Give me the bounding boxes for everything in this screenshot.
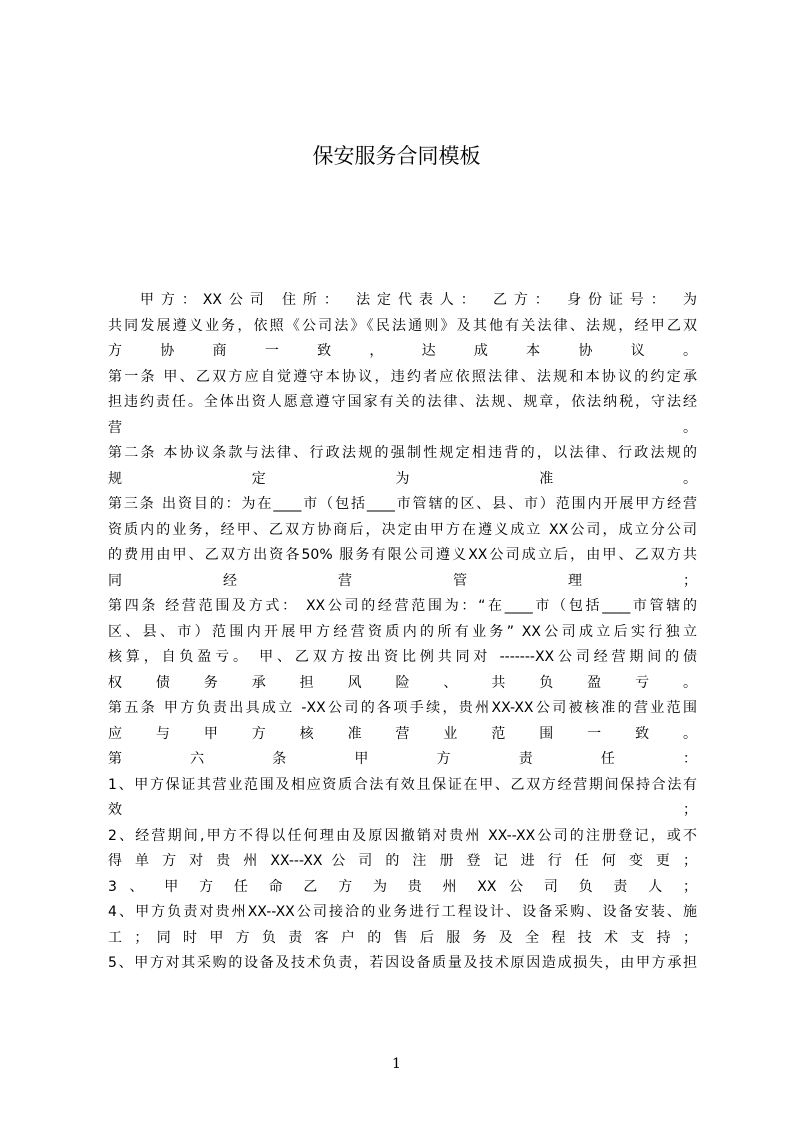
text-line: 1、甲方保证其营业范围及相应资质合法有效且保证在甲、乙双方经营期间保持合法有 — [108, 776, 697, 793]
text-line: 共同发展遵义业务，依照《公司法》《民法通则》及其他有关法律、法规，经甲乙双 — [108, 317, 697, 334]
text-line: 4、甲方负责对贵州XX--XX公司接洽的业务进行工程设计、设备采购、设备安装、施 — [108, 904, 697, 920]
text-line: 区、县、市）范围内开展甲方经营资质内的所有业务” XX公司成立后实行独立 — [108, 623, 697, 640]
document-title: 保安服务合同模板 — [312, 144, 481, 168]
text-line: 第 六 条 甲 方 责 任 ： — [108, 751, 697, 767]
text-line: 第五条 甲方负责出具成立 -XX公司的各项手续，贵州XX-XX公司被核准的营业范围 — [108, 700, 697, 716]
text-line: 权 债 务 承 担 风 险 、 共 负 盈 亏 。 — [108, 674, 697, 691]
page-number: 1 — [392, 1056, 401, 1072]
text-line: 同 经 营 管 理 ； — [108, 572, 697, 589]
text-line: 第四条 经营范围及方式： XX公司的经营范围为：“在____市（包括____市管辖的 — [108, 598, 697, 614]
text-line: 5、甲方对其采购的设备及技术负责，若因设备质量及技术原因造成损失，由甲方承担 — [108, 955, 697, 971]
text-line: 的费用由甲、乙双方出资各50% 服务有限公司遵义XX公司成立后，由甲、乙双方共 — [108, 547, 697, 563]
text-line: 第一条 甲、乙双方应自觉遵守本协议，违约者应依照法律、法规和本协议的约定承 — [108, 368, 697, 385]
text-line: 资质内的业务，经甲、乙双方协商后，决定由甲方在遵义成立 XX公司，成立分公司 — [108, 521, 697, 538]
text-line: 营 。 — [108, 419, 697, 436]
text-line: 工 ； 同 时 甲 方 负 责 客 户 的 售 后 服 务 及 全 程 技 术 支 持 ； — [108, 929, 697, 946]
text-line: 效 ； — [108, 802, 697, 818]
text-line: 3 、 甲 方 任 命 乙 方 为 贵 州 XX 公 司 负 责 人 ； — [108, 878, 697, 895]
document-body — [108, 288, 697, 977]
text-line: 得 单 方 对 贵 州 XX---XX 公 司 的 注 册 登 记 进 行 任 何 变 更 ； — [108, 853, 697, 869]
text-line: 甲方：XX公司 住所： 法定代表人： 乙方： 身份证号： 为 — [140, 292, 697, 308]
text-line: 第三条 出资目的：为在____市（包括____市管辖的区、县、市）范围内开展甲方经营 — [108, 496, 697, 512]
text-line: 核算，自负盈亏。 甲、乙双方按出资比例共同对 -------XX公司经营期间的债 — [108, 649, 697, 665]
text-line: 担违约责任。全体出资人愿意遵守国家有关的法律、法规、规章，依法纳税，守法经 — [108, 394, 697, 410]
text-line: 规 定 为 准 。 — [108, 470, 697, 487]
text-line: 应 与 甲 方 核 准 营 业 范 围 一 致 。 — [108, 725, 697, 742]
text-line: 方 协 商 一 致 ， 达 成 本 协 议 。 — [108, 343, 697, 359]
text-line: 第二条 本协议条款与法律、行政法规的强制性规定相违背的，以法律、行政法规的 — [108, 445, 697, 461]
text-line: 2、经营期间,甲方不得以任何理由及原因撤销对贵州 XX--XX公司的注册登记，或不 — [108, 827, 697, 844]
